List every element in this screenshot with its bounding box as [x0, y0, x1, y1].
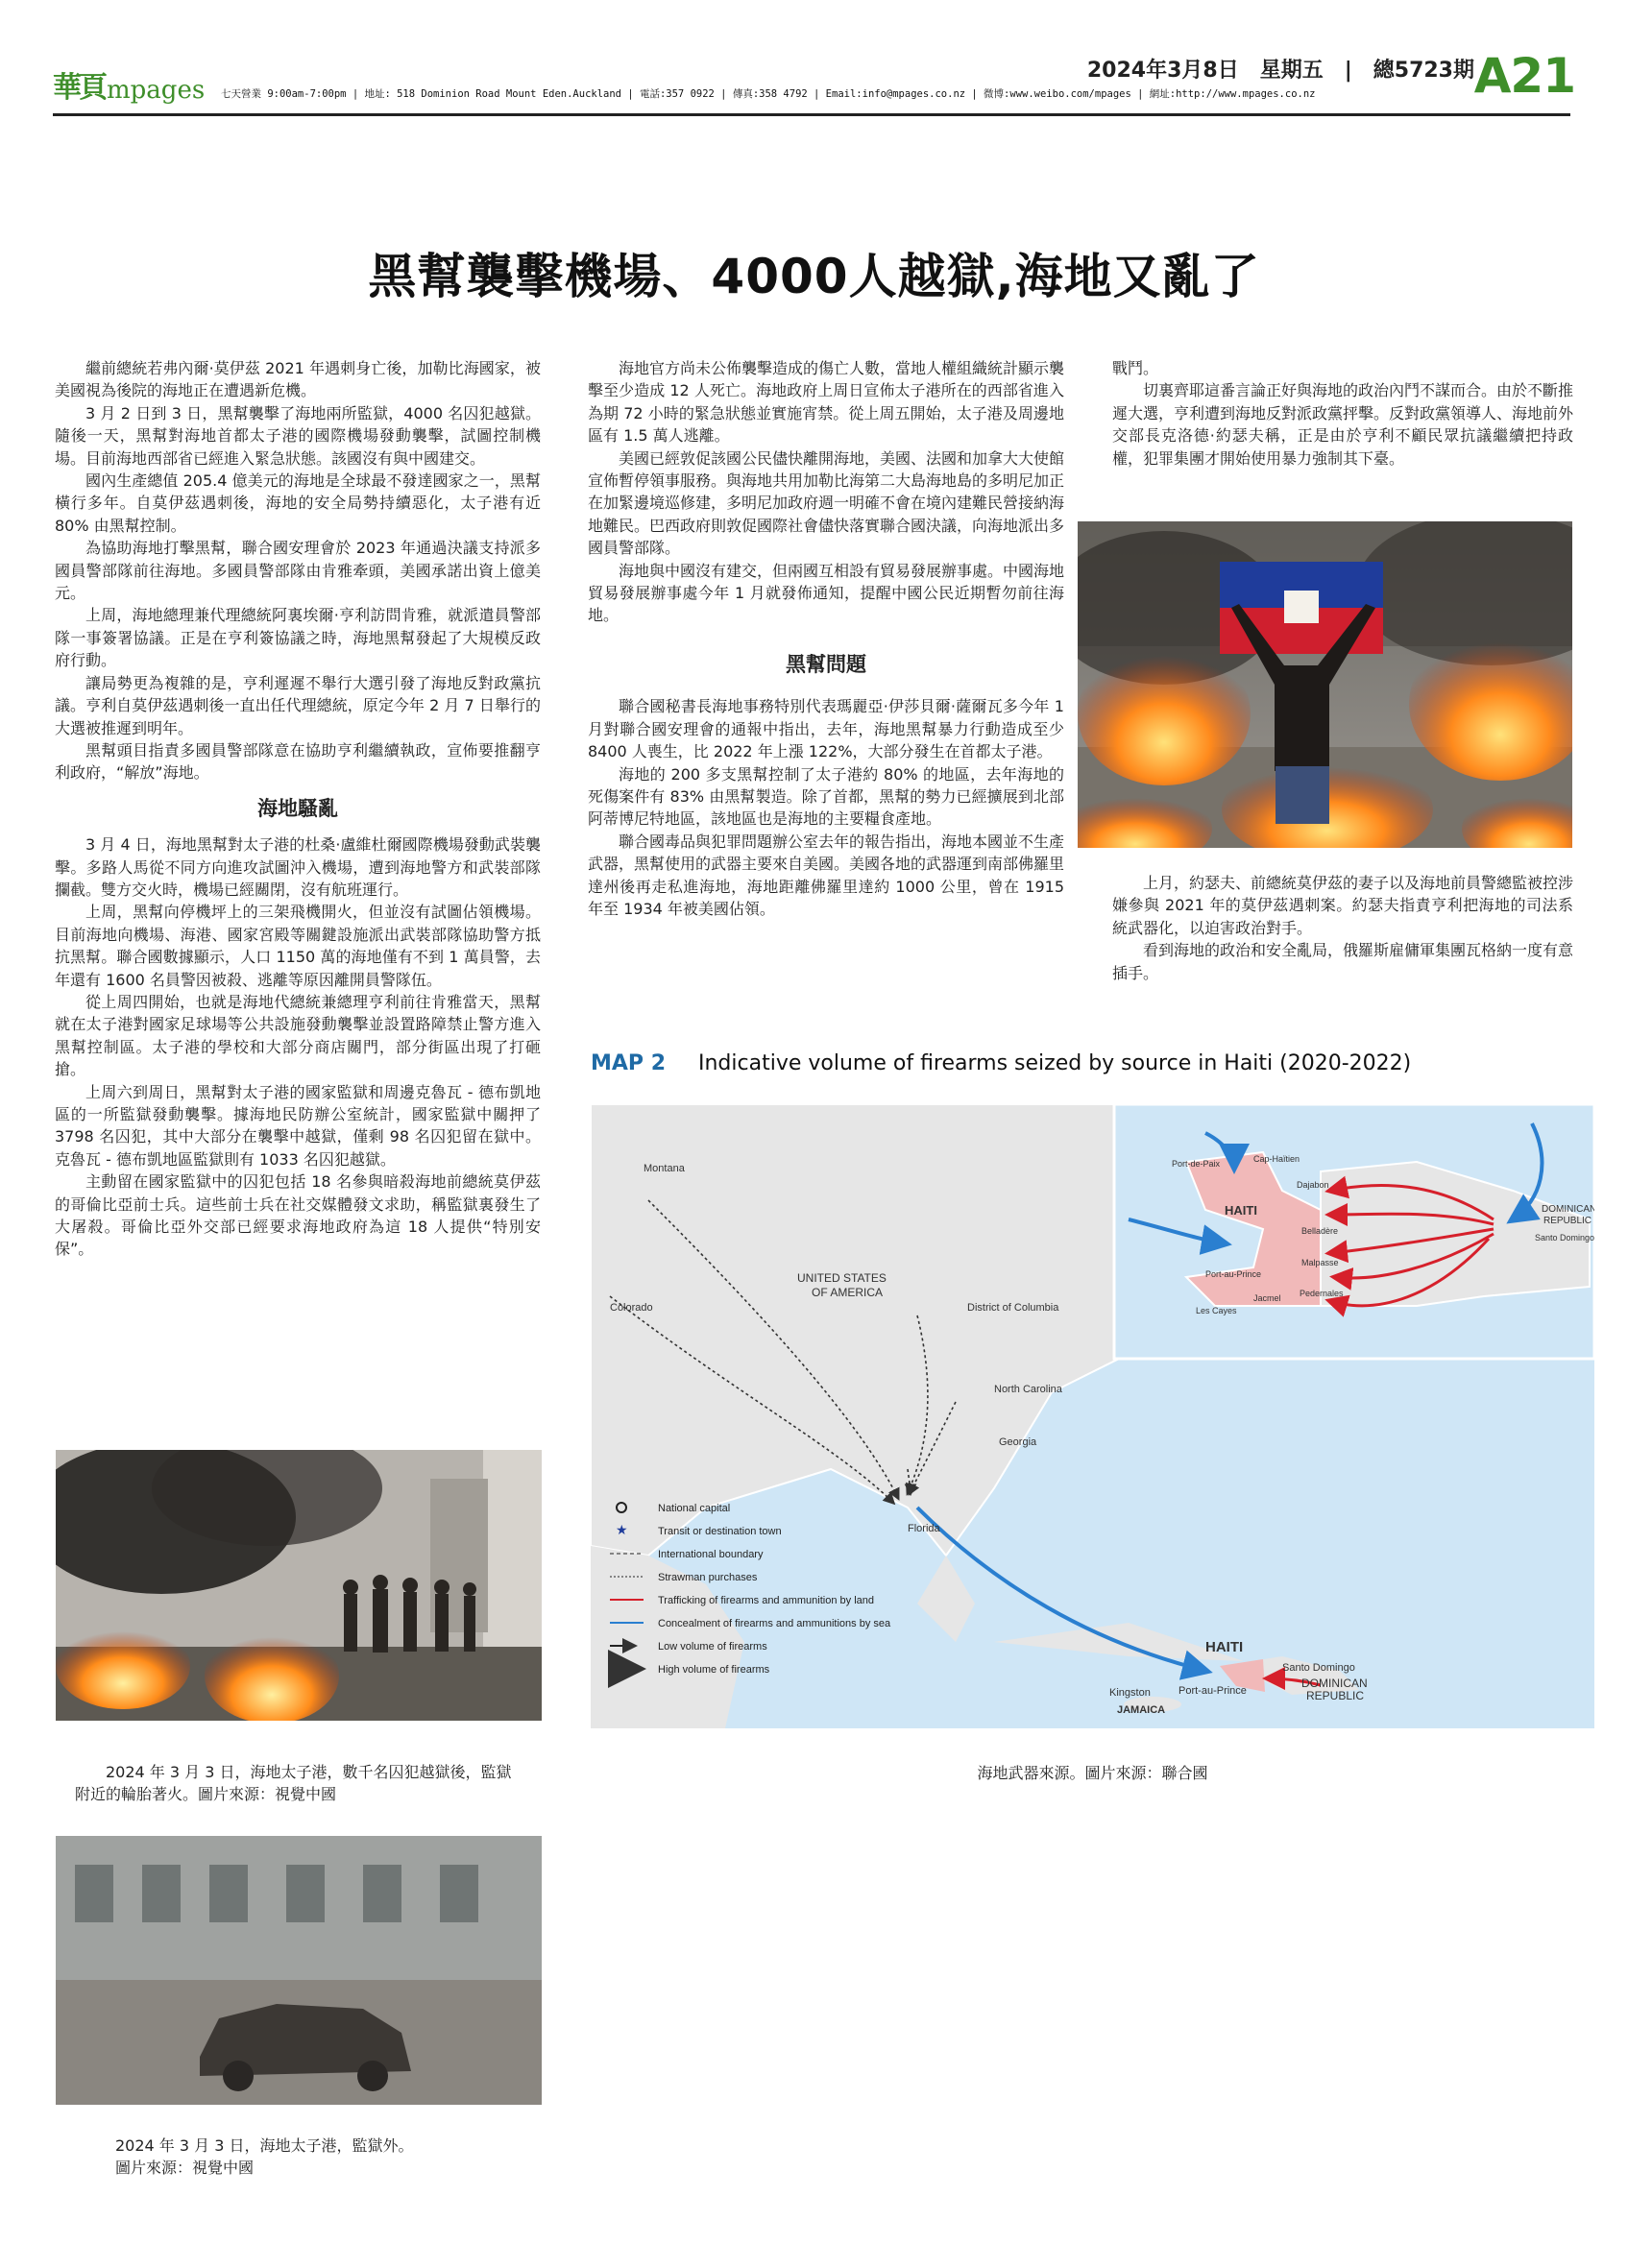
inset-label-santo: Santo Domingo — [1535, 1233, 1594, 1243]
map-title — [591, 1051, 1594, 1090]
map-label-florida: Florida — [908, 1523, 940, 1534]
inset-label-lescayes: Les Cayes — [1196, 1306, 1237, 1315]
paragraph: 繼前總統若弗內爾·莫伊茲 2021 年遇刺身亡後，加勒比海國家，被美國視為後院的海地正在遭遇新危機。 — [55, 359, 541, 400]
contact-info: 七天營業 9:00am-7:00pm | 地址: 518 Dominion Road Mount Eden.Auckland | 電話:357 0922 | 傳真:358 4792 | Email:info@mpages.co.nz | 微博:www.weibo.com/mpages | 網址:http://www.mpages.co.nz — [221, 88, 1316, 100]
paragraph: 美國已經敦促該國公民儘快離開海地，美國、法國和加拿大大使館宣佈暫停領事服務。與海地共用加勒比海第二大島海地島的多明尼加正在加緊邊境巡修建，多明尼加政府週一明確不會在境內建難民營接納海地難民。巴西政府則敦促國際社會儘快落實聯合國決議，向海地派出多國員警部隊。 — [588, 448, 1065, 558]
map-label-dc: District of Columbia — [967, 1302, 1059, 1314]
map-label-usa-2: OF AMERICA — [812, 1286, 884, 1299]
paragraph: 聯合國毒品與犯罪問題辦公室去年的報告指出，海地本國並不生產武器，黑幫使用的武器主要來自美國。美國各地的武器運到南部佛羅里達州後再走私進海地，海地距離佛羅里達約 1000 公里，曾在 1915 年至 1934 年被美國佔領。 — [588, 832, 1065, 918]
section-heading: 黑幫問題 — [786, 652, 866, 676]
burnt-car-image — [56, 1836, 542, 2105]
article-column-1 — [55, 357, 541, 1261]
legend-item: High volume of firearms — [658, 1664, 770, 1676]
map-svg — [591, 1104, 1594, 1728]
inset-label-dajabon: Dajabon — [1297, 1180, 1329, 1190]
legend-star-icon: ★ — [616, 1522, 628, 1537]
header-rule — [53, 113, 1570, 116]
legend-item: Concealment of firearms and ammunitions by sea — [658, 1618, 891, 1629]
paragraph: 3 月 4 日，海地黑幫對太子港的杜桑·盧維杜爾國際機場發動武裝襲擊。多路人馬從不同方向進攻試圖沖入機場，遭到海地警方和武裝部隊攔截。雙方交火時，機場已經關閉，沒有航班運行。 — [55, 835, 541, 899]
inset-label-malpasse: Malpasse — [1301, 1258, 1339, 1267]
inset-label-portdepaix: Port-de-Paix — [1172, 1159, 1221, 1169]
paragraph: 海地的 200 多支黑幫控制了太子港約 80% 的地區，去年海地的死傷案件有 83% 由黑幫製造。除了首都，黑幫的勢力已經擴展到北部阿蒂博尼特地區，該地區也是海地的主要糧食產地。 — [588, 764, 1064, 829]
map-label-montana: Montana — [644, 1163, 685, 1174]
section-heading: 海地騷亂 — [257, 796, 338, 820]
legend-item: Transit or destination town — [658, 1526, 782, 1537]
map-label-pap: Port-au-Prince — [1178, 1685, 1247, 1697]
paragraph: 海地官方尚未公佈襲擊造成的傷亡人數，當地人權組織統計顯示襲擊至少造成 12 人死亡。海地政府上周日宣佈太子港所在的西部省進入為期 72 小時的緊急狀態並實施宵禁。從上周五開始，太子港及周邊地區有 1.5 萬人逃離。 — [588, 359, 1065, 446]
paragraph: 上周，黑幫向停機坪上的三架飛機開火，但並沒有試圖佔領機場。目前海地向機場、海港、國家宮殿等關鍵設施派出武裝部隊協助警方抵抗黑幫。聯合國數據顯示，人口 1150 萬的海地僅有不到 1 萬員警，去年還有 1600 名員警因被殺、逃離等原因離開員警隊伍。 — [55, 903, 541, 989]
paragraph: 看到海地的政治和安全亂局，俄羅斯雇傭軍集團瓦格納一度有意插手。 — [1112, 941, 1574, 982]
paragraph: 切裏齊耶這番言論正好與海地的政治內鬥不謀而合。由於不斷推遲大選，亨利遭到海地反對派政黨抨擊。反對政黨領導人、海地前外交部長克洛德·約瑟夫稱，正是由於亨利不顧民眾抗議繼續把持政權，犯罪集團才開始使用暴力強制其下臺。 — [1112, 381, 1574, 468]
page-header — [53, 48, 1575, 117]
map-label-haiti: HAITI — [1205, 1639, 1244, 1655]
inset-label-belladere: Belladère — [1301, 1226, 1339, 1236]
burning-tires-image — [56, 1450, 542, 1721]
paragraph: 3 月 2 日到 3 日，黑幫襲擊了海地兩所監獄，4000 名囚犯越獄。隨後一天，黑幫對海地首都太子港的國際機場發動襲擊，試圖控制機場。目前海地西部省已經進入緊急狀態。該國沒有與中國建交。 — [55, 403, 541, 468]
map-tag: MAP 2 — [591, 1051, 667, 1075]
inset-label-dr-2: REPUBLIC — [1543, 1216, 1592, 1226]
legend-item: Trafficking of firearms and ammunition by land — [658, 1595, 874, 1606]
inset-label-pap: Port-au-Prince — [1205, 1269, 1262, 1279]
burning-tires-photo — [56, 1450, 542, 1721]
article-column-3 — [1112, 357, 1573, 470]
paragraph: 讓局勢更為複雜的是，亨利遲遲不舉行大選引發了海地反對政黨抗議。亨利自莫伊茲遇刺後一直出任代理總統，原定今年 2 月 7 日舉行的大選被推遲到明年。 — [55, 673, 541, 737]
map-title-text: Indicative volume of firearms seized by source in Haiti (2020-2022) — [698, 1051, 1412, 1075]
protest-photo-image — [1078, 521, 1572, 848]
paragraph: 聯合國秘書長海地事務特別代表瑪麗亞·伊莎貝爾·薩爾瓦多今年 1 月對聯合國安理會的通報中指出，去年，海地黑幫暴力行動造成至少 8400 人喪生，比 2022 年上漲 122%，大部分發生在首都太子港。 — [588, 697, 1064, 761]
paragraph: 為協助海地打擊黑幫，聯合國安理會於 2023 年通過決議支持派多國員警部隊前往海地。多國員警部隊由肯雅牽頭，美國承諾出資上億美元。 — [55, 539, 541, 603]
photo-caption-1: 2024 年 3 月 3 日，海地太子港，數千名囚犯越獄後，監獄附近的輪胎著火。圖片來源：視覺中國 — [75, 1763, 512, 1803]
protest-photo — [1078, 521, 1572, 848]
burnt-car-photo — [56, 1836, 542, 2105]
page-number: A21 — [1473, 48, 1575, 104]
inset-label-jacmel: Jacmel — [1253, 1293, 1281, 1303]
inset-label-haiti: HAITI — [1225, 1203, 1257, 1218]
issue-date: 2024年3月8日 星期五 | 總5723期 — [1086, 59, 1474, 83]
map-label-jamaica: JAMAICA — [1117, 1704, 1166, 1716]
paragraph: 國內生產總值 205.4 億美元的海地是全球最不發達國家之一，黑幫橫行多年。自莫伊茲遇刺後，海地的安全局勢持續惡化，太子港有近 80% 由黑幫控制。 — [55, 471, 541, 535]
headline: 黑幫襲擊機場、4000人越獄,海地又亂了 — [368, 249, 1260, 304]
map-label-dr-2: REPUBLIC — [1306, 1689, 1365, 1702]
paragraph: 黑幫頭目指責多國員警部隊意在協助亨利繼續執政，宣佈要推翻亨利政府，“解放”海地。 — [55, 740, 541, 783]
article-column-3-lower — [1112, 872, 1573, 984]
paragraph: 上月，約瑟夫、前總統莫伊茲的妻子以及海地前員警總監被控涉嫌參與 2021 年的莫伊茲遇刺案。約瑟夫指責亨利把海地的司法系統武器化，以迫害政治對手。 — [1112, 874, 1574, 937]
map-label-usa: UNITED STATES — [797, 1271, 887, 1285]
paragraph: 上周，海地總理兼代理總統阿裏埃爾·亨利訪問肯雅，就派遣員警部隊一事簽署協議。正是在亨利簽協議之時，海地黑幫發起了大規模反政府行動。 — [55, 606, 541, 670]
map-label-georgia: Georgia — [999, 1436, 1037, 1448]
inset-label-caphaitien: Cap-Haïtien — [1253, 1154, 1300, 1164]
map-label-dr: DOMINICAN — [1301, 1677, 1368, 1690]
firearms-map — [591, 1104, 1594, 1728]
paragraph: 海地與中國沒有建交，但兩國互相設有貿易發展辦事處。中國海地貿易發展辦事處今年 1 月就發佈通知，提醒中國公民近期暫勿前往海地。 — [588, 561, 1065, 625]
photo-caption-2: 2024 年 3 月 3 日，海地太子港，監獄外。 圖片來源：視覺中國 — [115, 2136, 414, 2177]
paragraph: 主動留在國家監獄中的囚犯包括 18 名參與暗殺海地前總統莫伊茲的哥倫比亞前士兵。這些前士兵在社交媒體發文求助，稱監獄裏發生了大屠殺。哥倫比亞外交部已經要求海地政府為這 18 人提供“特別安保”。 — [55, 1172, 541, 1259]
legend-item: International boundary — [658, 1549, 764, 1560]
paragraph: 從上周四開始，也就是海地代總統兼總理亨利前往肯雅當天，黑幫就在太子港對國家足球場等公共設施發動襲擊並設置路障禁止警方進入黑幫控制區。太子港的學校和大部分商店關門，部分街區出現了打砸搶。 — [55, 992, 541, 1079]
legend-item: Strawman purchases — [658, 1572, 758, 1583]
inset-label-pedernales: Pedernales — [1300, 1289, 1344, 1298]
map-label-kingston: Kingston — [1109, 1687, 1151, 1699]
map-label-colorado: Colorado — [610, 1302, 653, 1314]
article-column-2 — [588, 357, 1064, 920]
inset-label-dr: DOMINICAN — [1542, 1204, 1594, 1215]
map-label-santo-domingo: Santo Domingo — [1282, 1662, 1355, 1674]
paragraph: 戰鬥。 — [1112, 359, 1159, 377]
map-caption: 海地武器來源。圖片來源：聯合國 — [977, 1764, 1208, 1782]
mpages-logo: 華頁 mpages — [53, 71, 206, 105]
paragraph: 上周六到周日，黑幫對太子港的國家監獄和周邊克魯瓦 - 德布凱地區的一所監獄發動襲擊。據海地民防辦公室統計，國家監獄中關押了 3798 名囚犯，其中大部分在襲擊中越獄，僅剩 98 名囚犯留在獄中。克魯瓦 - 德布凱地區監獄則有 1033 名囚犯越獄。 — [55, 1082, 541, 1169]
map-label-nc: North Carolina — [994, 1384, 1062, 1395]
legend-item: National capital — [658, 1503, 731, 1514]
legend-item: Low volume of firearms — [658, 1641, 767, 1653]
